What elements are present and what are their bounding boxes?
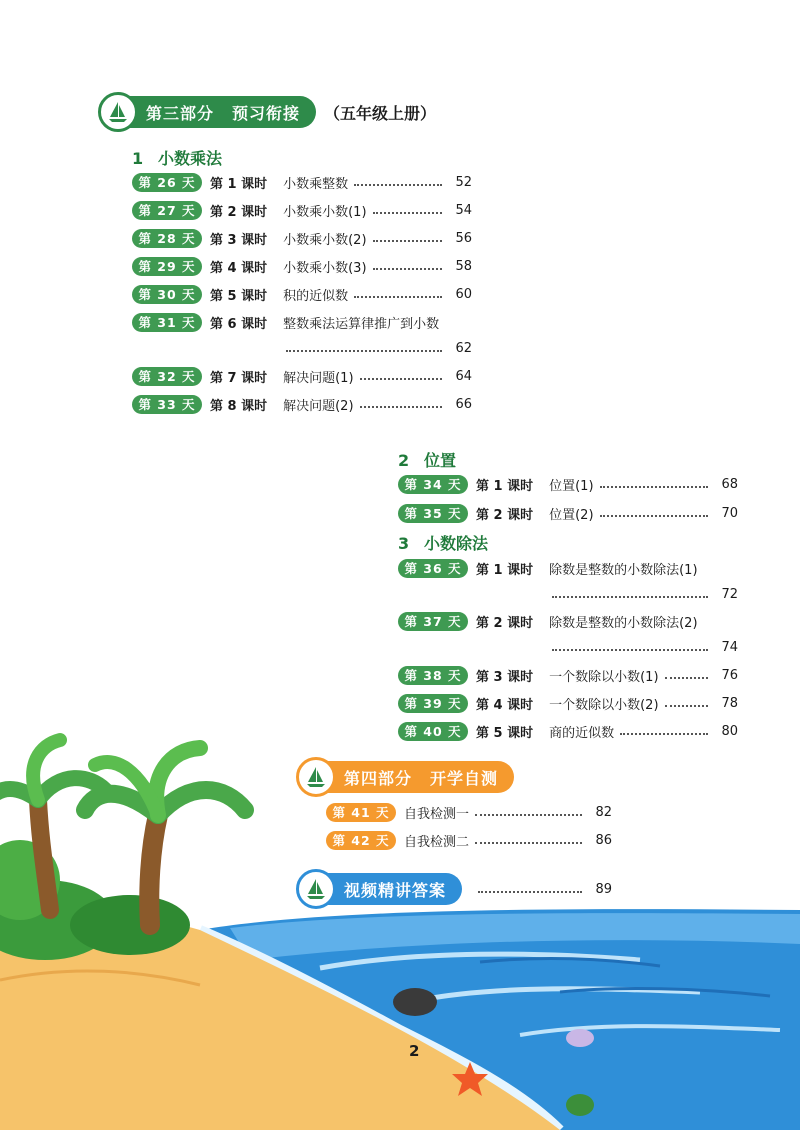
toc-row[interactable] <box>398 610 738 632</box>
lesson-label: 第 2 课时 <box>476 615 534 631</box>
lesson-label: 第 1 课时 <box>476 562 534 578</box>
chapter-3-title <box>398 531 488 554</box>
leader-dots <box>286 350 442 352</box>
toc-row-continuation[interactable] <box>552 636 738 658</box>
part3-title-b: 预习衔接 <box>232 103 301 123</box>
sailboat-icon <box>296 757 336 797</box>
chapter-2-title <box>398 448 456 471</box>
page-number: 82 <box>595 804 612 820</box>
page-number: 86 <box>595 832 612 848</box>
sailboat-icon <box>98 92 138 132</box>
leader-dots <box>665 705 708 707</box>
day-badge: 第 35 天 <box>398 504 468 523</box>
part4-title-a: 第四部分 <box>344 768 413 788</box>
page-number: 72 <box>721 586 738 602</box>
part3-title-a: 第三部分 <box>146 103 215 123</box>
chapter-name: 位置 <box>424 451 457 470</box>
page-number: 76 <box>721 667 738 683</box>
part4-title-b: 开学自测 <box>430 768 499 788</box>
sailboat-icon <box>296 869 336 909</box>
leader-dots <box>552 649 708 651</box>
day-badge: 第 32 天 <box>132 367 202 386</box>
day-badge: 第 27 天 <box>132 201 202 220</box>
day-badge: 第 34 天 <box>398 475 468 494</box>
day-badge: 第 40 天 <box>398 722 468 741</box>
lesson-label: 第 4 课时 <box>210 260 268 276</box>
page-number: 58 <box>455 258 472 274</box>
lesson-label: 第 7 课时 <box>210 370 268 386</box>
toc-row[interactable] <box>326 829 612 851</box>
toc-row[interactable] <box>132 393 472 415</box>
leader-dots <box>354 296 442 298</box>
lesson-label: 第 2 课时 <box>476 507 534 523</box>
lesson-label: 第 1 课时 <box>210 176 268 192</box>
toc-row-continuation[interactable] <box>286 337 472 359</box>
day-badge: 第 42 天 <box>326 831 396 850</box>
lesson-label: 第 2 课时 <box>210 204 268 220</box>
toc-row[interactable] <box>398 720 738 742</box>
topic-label: 除数是整数的小数除法(2) <box>549 615 698 631</box>
chapter-number: 2 <box>398 451 410 470</box>
topic-label: 解决问题(1) <box>283 370 354 386</box>
leader-dots <box>373 268 442 270</box>
topic-label: 除数是整数的小数除法(1) <box>549 562 698 578</box>
page-number: 64 <box>455 368 472 384</box>
lesson-label: 第 3 课时 <box>210 232 268 248</box>
chapter-name: 小数乘法 <box>158 149 223 168</box>
day-badge: 第 28 天 <box>132 229 202 248</box>
topic-label: 解决问题(2) <box>283 398 354 414</box>
page-number: 62 <box>455 340 472 356</box>
part4-header <box>296 757 514 797</box>
leader-dots <box>475 814 582 816</box>
topic-label: 积的近似数 <box>283 288 349 304</box>
day-badge: 第 26 天 <box>132 173 202 192</box>
toc-row[interactable] <box>132 227 472 249</box>
page-number: 66 <box>455 396 472 412</box>
toc-row[interactable] <box>132 171 472 193</box>
leader-dots <box>373 240 442 242</box>
answers-header[interactable] <box>296 869 462 909</box>
topic-label: 商的近似数 <box>549 725 615 741</box>
chapter-1-title <box>132 146 222 169</box>
leader-dots <box>600 486 708 488</box>
toc-row[interactable] <box>132 365 472 387</box>
lesson-label: 第 5 课时 <box>476 725 534 741</box>
day-badge: 第 36 天 <box>398 559 468 578</box>
lesson-label: 第 1 课时 <box>476 478 534 494</box>
toc-row[interactable] <box>398 502 738 524</box>
page-number: 56 <box>455 230 472 246</box>
topic-label: 小数乘小数(2) <box>283 232 367 248</box>
page-number: 60 <box>455 286 472 302</box>
leader-dots <box>475 842 582 844</box>
lesson-label: 第 8 课时 <box>210 398 268 414</box>
toc-row[interactable] <box>398 692 738 714</box>
day-badge: 第 31 天 <box>132 313 202 332</box>
lesson-label: 第 5 课时 <box>210 288 268 304</box>
page-number: 89 <box>595 881 612 897</box>
chapter-number: 3 <box>398 534 410 553</box>
topic-label: 位置(2) <box>549 507 594 523</box>
page-number: 70 <box>721 505 738 521</box>
day-badge: 第 37 天 <box>398 612 468 631</box>
toc-row-continuation[interactable] <box>552 583 738 605</box>
part4-title <box>322 761 514 793</box>
part3-header <box>98 92 436 132</box>
toc-row[interactable] <box>132 199 472 221</box>
toc-row[interactable] <box>398 664 738 686</box>
topic-label: 小数乘整数 <box>283 176 349 192</box>
page-number: 68 <box>721 476 738 492</box>
page-number: 74 <box>721 639 738 655</box>
page-number: 80 <box>721 723 738 739</box>
topic-label: 小数乘小数(1) <box>283 204 367 220</box>
day-badge: 第 33 天 <box>132 395 202 414</box>
topic-label: 小数乘小数(3) <box>283 260 367 276</box>
day-badge: 第 38 天 <box>398 666 468 685</box>
topic-label: 一个数除以小数(1) <box>549 669 659 685</box>
answers-page-row[interactable] <box>478 878 612 900</box>
part3-title <box>124 96 316 128</box>
topic-label: 整数乘法运算律推广到小数 <box>283 316 440 332</box>
leader-dots <box>600 515 708 517</box>
toc-row[interactable] <box>132 311 472 333</box>
day-badge: 第 39 天 <box>398 694 468 713</box>
toc-row[interactable] <box>132 283 472 305</box>
leader-dots <box>354 184 442 186</box>
part3-subtitle: （五年级上册） <box>324 103 437 123</box>
lesson-label: 第 6 课时 <box>210 316 268 332</box>
topic-label: 位置(1) <box>549 478 594 494</box>
chapter-number: 1 <box>132 149 144 168</box>
leader-dots <box>360 406 442 408</box>
topic-label: 一个数除以小数(2) <box>549 697 659 713</box>
day-badge: 第 30 天 <box>132 285 202 304</box>
leader-dots <box>665 677 708 679</box>
leader-dots <box>552 596 708 598</box>
day-badge: 第 29 天 <box>132 257 202 276</box>
leader-dots <box>360 378 442 380</box>
page-number: 52 <box>455 174 472 190</box>
lesson-label: 第 3 课时 <box>476 669 534 685</box>
topic-label: 自我检测二 <box>404 834 470 850</box>
toc-row[interactable] <box>326 801 612 823</box>
day-badge: 第 41 天 <box>326 803 396 822</box>
topic-label: 自我检测一 <box>404 806 470 822</box>
toc-row[interactable] <box>132 255 472 277</box>
page-footer-number: 2 <box>409 1042 420 1060</box>
lesson-label: 第 4 课时 <box>476 697 534 713</box>
answers-title: 视频精讲答案 <box>322 873 462 905</box>
toc-row[interactable] <box>398 557 738 579</box>
chapter-name: 小数除法 <box>424 534 489 553</box>
leader-dots <box>373 212 442 214</box>
leader-dots <box>478 891 582 893</box>
toc-row[interactable] <box>398 473 738 495</box>
page-number: 54 <box>455 202 472 218</box>
leader-dots <box>620 733 708 735</box>
page-number: 78 <box>721 695 738 711</box>
